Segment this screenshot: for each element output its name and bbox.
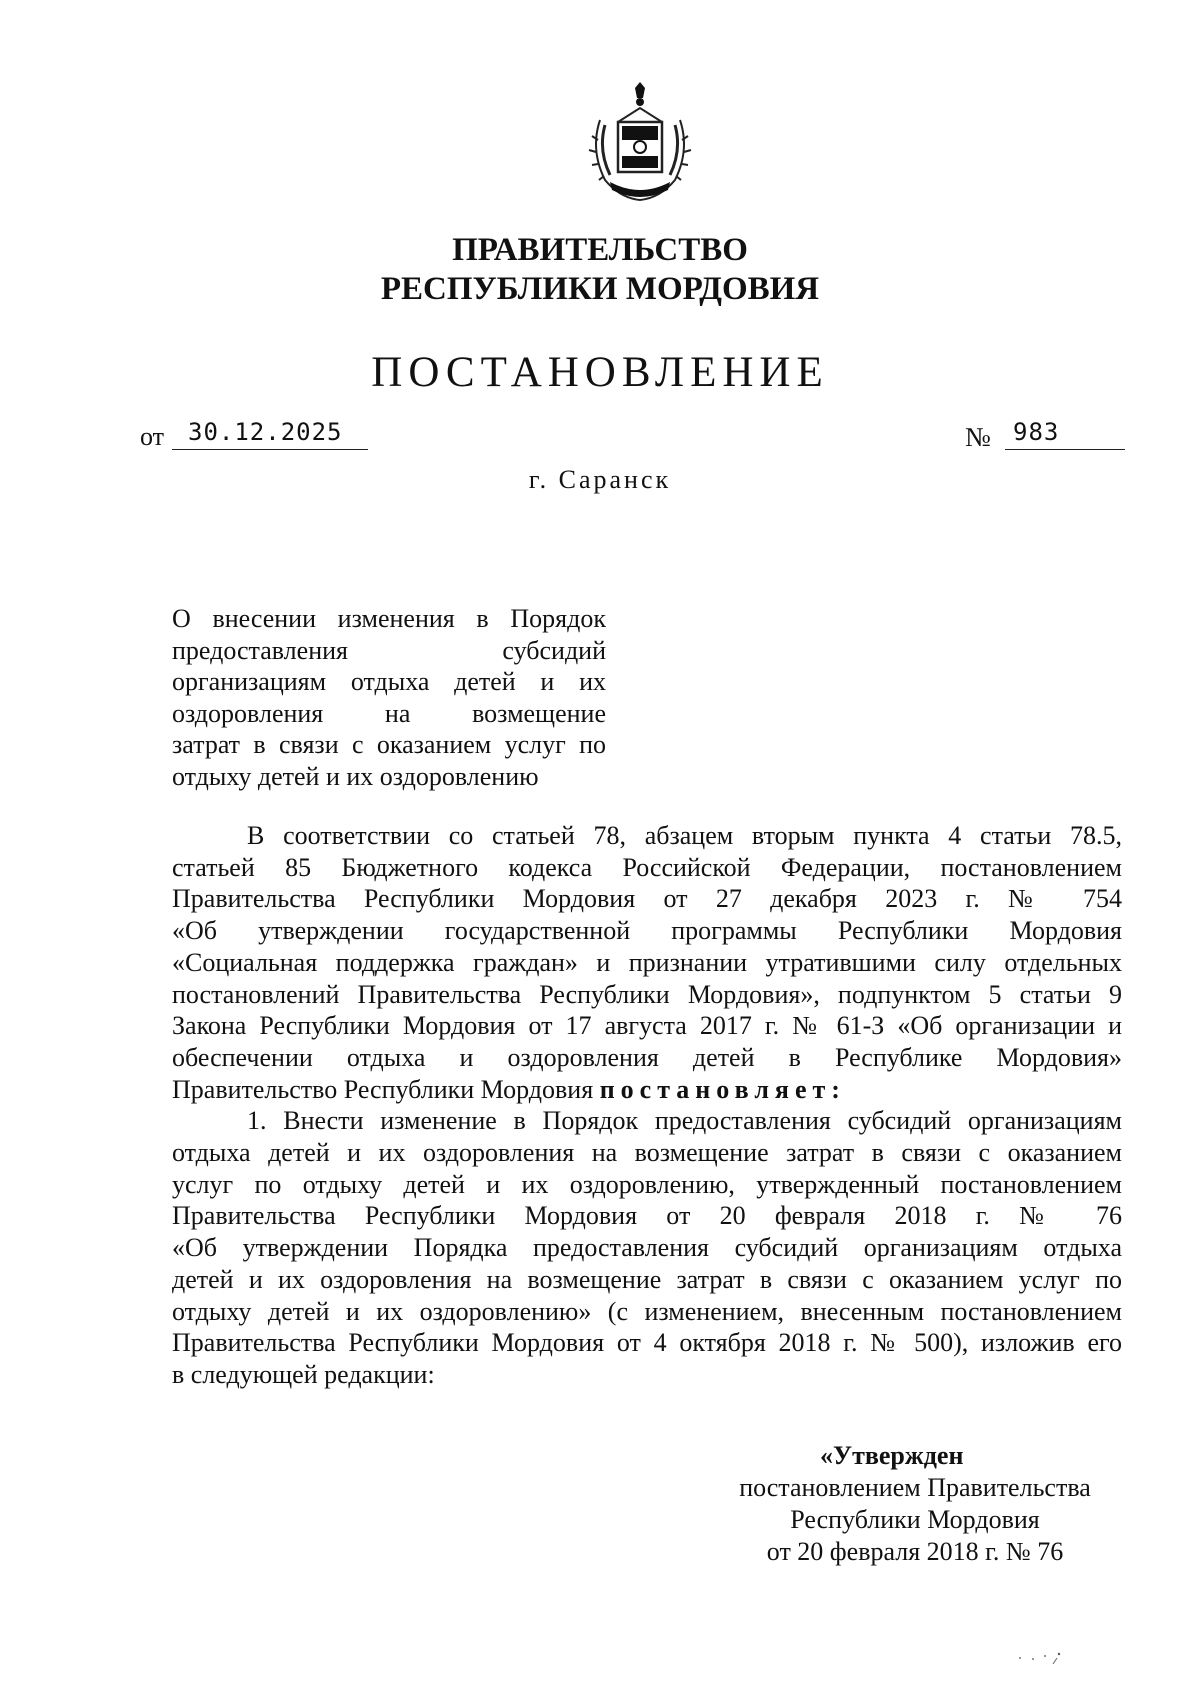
date-label: от [140,422,165,451]
city-name: г. Саранск [528,465,672,494]
number-label: № [965,422,991,452]
body-line: в следующей редакции: [172,1359,435,1389]
body-line: отдыху детей и их оздоровлению» (с изменением, внесенным постановлением [172,1296,1122,1326]
body-line: Правительства Республики Мордовия от 4 октября 2018 г. № 500), изложив его [172,1328,1122,1358]
subject-line: оздоровления на возмещение [172,698,606,728]
body-line: обеспечении отдыха и оздоровления детей в Республике Мордовия» [172,1042,1122,1072]
approval-stamp-block [700,1440,1130,1568]
body-line: 1. Внести изменение в Порядок предоставления субсидий организациям [247,1106,1122,1136]
body-line: «Об утверждении государственной программы Республики Мордовия [172,916,1122,946]
body-line: Правительства Республики Мордовия от 20 февраля 2018 г. № 76 [172,1201,1122,1231]
subject-line: предоставления субсидий [172,635,606,665]
body-line: статьей 85 Бюджетного кодекса Российской Федерации, постановлением [172,852,1122,882]
approval-line: постановлением Правительства [739,1473,1091,1502]
coat-of-arms-emblem [580,80,700,206]
subject-line: отдыху детей и их оздоровлению [172,761,539,791]
body-line: Закона Республики Мордовия от 17 августа 2017 г. № 61-З «Об организации и [172,1011,1122,1041]
body-line: Правительство Республики Мордовия [172,1074,594,1104]
body-line: услуг по отдыху детей и их оздоровлению, утвержденный постановлением [172,1169,1122,1199]
document-body [172,820,1122,1391]
document-subject [172,603,606,792]
resolves-keyword: постановляет: [599,1074,846,1104]
approval-line: Республики Мордовия [790,1505,1040,1534]
number-value: 983 [1005,418,1125,450]
government-title-line2: РЕСПУБЛИКИ МОРДОВИЯ [380,271,820,307]
body-line: В соответствии со статьей 78, абзацем вторым пункта 4 статьи 78.5, [247,821,1122,850]
body-line: отдыха детей и их оздоровления на возмещение затрат в связи с оказанием [172,1138,1122,1168]
government-title-line1: ПРАВИТЕЛЬСТВО [452,232,748,268]
subject-line: затрат в связи с оказанием услуг по [172,730,606,759]
body-line-resolves [172,1074,1122,1106]
body-line: «Социальная поддержка граждан» и признании утратившими силу отдельных [172,947,1122,977]
body-line: «Об утверждении Порядка предоставления субсидий организациям отдыха [172,1233,1122,1263]
approval-line: от 20 февраля 2018 г. № 76 [766,1537,1064,1566]
body-line: детей и их оздоровления на возмещение затрат в связи с оказанием услуг по [172,1264,1122,1294]
document-type-title: ПОСТАНОВЛЕНИЕ [371,349,829,396]
approval-heading: «Утвержден [820,1441,964,1470]
subject-line: организациям отдыха детей и их [172,667,606,696]
date-value: 30.12.2025 [172,418,368,450]
body-line: постановлений Правительства Республики Мордовия», подпунктом 5 статьи 9 [172,979,1122,1009]
subject-line: О внесении изменения в Порядок [172,604,606,633]
body-line: Правительства Республики Мордовия от 27 декабря 2023 г. № 754 [172,884,1122,914]
scan-specks [1015,1650,1075,1670]
